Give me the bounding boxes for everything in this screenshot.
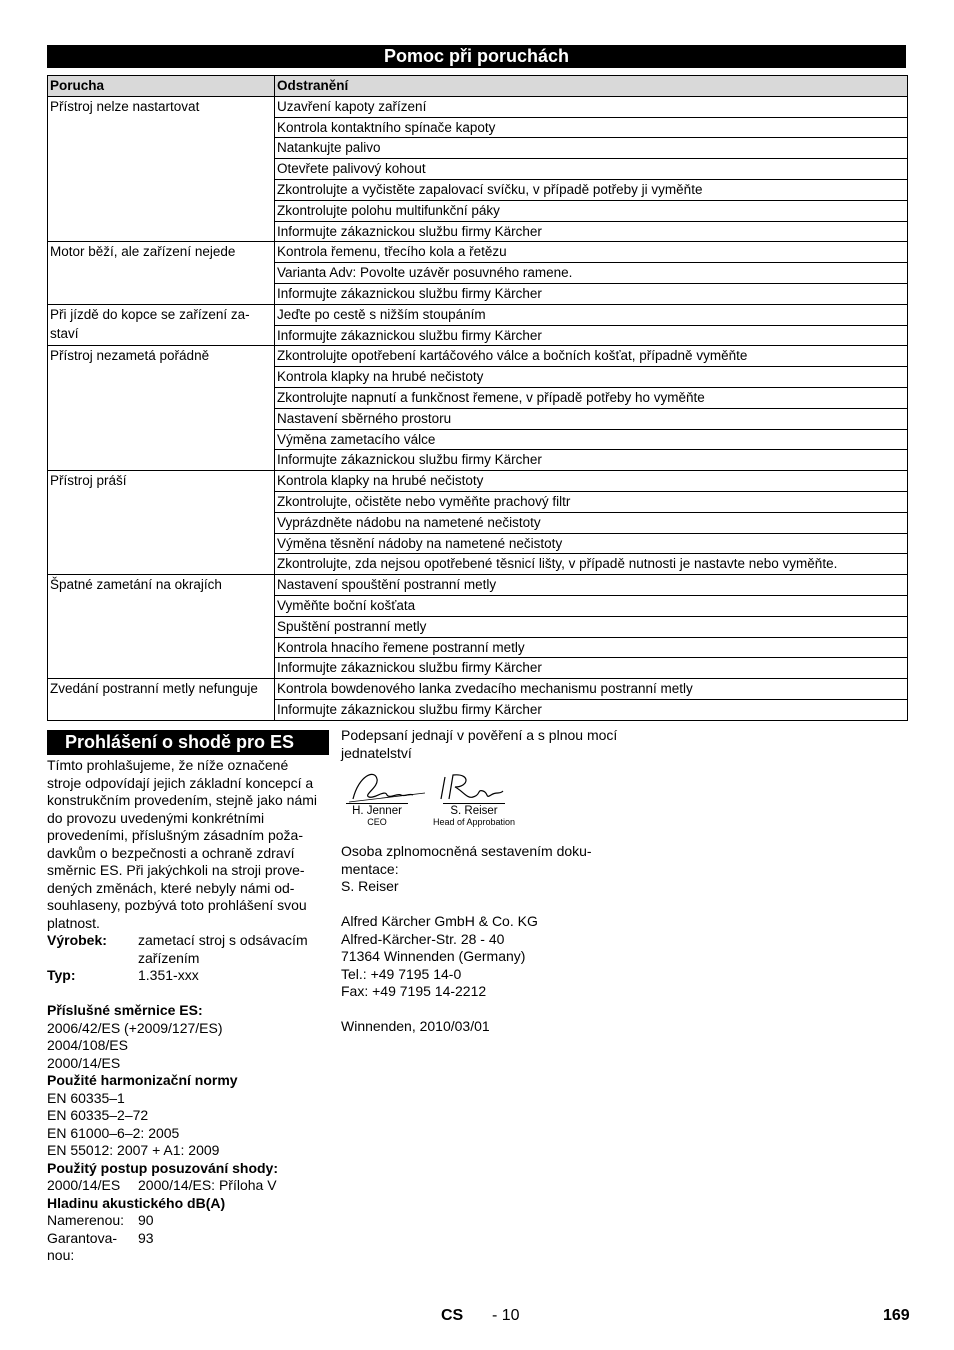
fault-cell: Zvedání postranní metly nefunguje (48, 679, 275, 721)
remedy-cell: Informujte zákaznickou službu firmy Kärcher (275, 658, 908, 679)
norm-item: EN 55012: 2007 + A1: 2009 (47, 1142, 220, 1158)
remedy-cell: Uzavření kapoty zařízení (275, 96, 908, 117)
remedy-cell: Nastavení spouštění postranní metly (275, 575, 908, 596)
section-title-troubleshooting: Pomoc při poruchách (47, 45, 906, 68)
place-date: Winnenden, 2010/03/01 (341, 1018, 490, 1034)
documentation-name: S. Reiser (341, 878, 399, 894)
table-row (48, 575, 908, 596)
documentation-authority: Osoba zplnomocněná sestavením doku-mentace: (341, 843, 592, 877)
section-title-declaration: Prohlášení o shodě pro ES (47, 730, 329, 755)
company-line: Alfred Kärcher GmbH & Co. KG (341, 913, 538, 929)
signatures (341, 765, 541, 835)
remedy-cell: Vyprázdněte nádobu na nametené nečistoty (275, 512, 908, 533)
company-line: Fax: +49 7195 14-2212 (341, 983, 487, 999)
table-row (48, 96, 908, 117)
measured-value: 90 (138, 1212, 154, 1228)
measured-row (47, 1212, 322, 1230)
remedy-cell: Jeďte po cestě s nižším stoupáním (275, 304, 908, 325)
remedy-cell: Informujte zákaznickou službu firmy Kärcher (275, 699, 908, 720)
signature-reiser (429, 803, 519, 827)
product-label: Výrobek: (47, 932, 107, 948)
table-row (48, 471, 908, 492)
type-label: Typ: (47, 967, 76, 983)
remedy-cell: Informujte zákaznickou službu firmy Kärcher (275, 221, 908, 242)
table-row (48, 242, 908, 263)
declaration-right-column (341, 727, 621, 762)
noise-label: Hladinu akustického dB(A) (47, 1194, 226, 1211)
procedure-b: 2000/14/ES: Příloha V (138, 1177, 277, 1193)
signatories-intro: Podepsaní jednají v pověření a s plnou mocí jednatelství (341, 727, 618, 761)
table-body (48, 96, 908, 720)
signatory-role: CEO (367, 817, 387, 827)
remedy-cell: Výměna těsnění nádoby na nametené nečistoty (275, 533, 908, 554)
signatory-role: Head of Approbation (432, 817, 516, 827)
table-row (48, 679, 908, 700)
product-value: zametací stroj s odsávacím zařízením (138, 932, 308, 966)
remedy-cell: Informujte zákaznickou službu firmy Kärcher (275, 283, 908, 304)
directive-item: 2004/108/ES (47, 1037, 128, 1053)
measured-label: Namerenou: (47, 1212, 125, 1228)
remedy-cell: Kontrola klapky na hrubé nečistoty (275, 471, 908, 492)
company-line: Tel.: +49 7195 14-0 (341, 965, 462, 982)
remedy-cell: Zkontrolujte opotřebení kartáčového válce a bočních košťat, případně vyměňte (275, 346, 908, 367)
signatory-name: S. Reiser (443, 803, 505, 817)
norm-item: EN 60335–2–72 (47, 1107, 149, 1123)
footer-page-number: 169 (883, 1307, 910, 1324)
norm-item: EN 61000–6–2: 2005 (47, 1124, 180, 1141)
declaration-left-column (47, 757, 322, 1265)
norm-item: EN 60335–1 (47, 1089, 125, 1106)
directive-item: 2006/42/ES (+2009/127/ES) (47, 1019, 223, 1036)
remedy-cell: Otevřete palivový kohout (275, 159, 908, 180)
guaranteed-value: 93 (138, 1229, 154, 1246)
signature-jenner (346, 803, 408, 827)
remedy-cell: Výměna zametacího válce (275, 429, 908, 450)
remedy-cell: Kontrola kontaktního spínače kapoty (275, 117, 908, 138)
signatory-name: H. Jenner (346, 803, 408, 817)
remedy-cell: Kontrola bowdenového lanka zvedacího mechanismu postranní metly (275, 679, 908, 700)
remedy-cell: Informujte zákaznickou službu firmy Kärcher (275, 450, 908, 471)
guaranteed-row (47, 1230, 322, 1265)
company-line: 71364 Winnenden (Germany) (341, 948, 526, 964)
remedy-cell: Kontrola hnacího řemene postranní metly (275, 637, 908, 658)
procedure-a: 2000/14/ES (47, 1177, 121, 1193)
fault-cell: Přístroj nezametá pořádně (48, 346, 275, 471)
remedy-cell: Zkontrolujte napnutí a funkčnost řemene, v případě potřeby ho vyměňte (275, 387, 908, 408)
remedy-cell: Zkontrolujte polohu multifunkční páky (275, 200, 908, 221)
table-row (48, 346, 908, 367)
footer-language: CS (441, 1307, 464, 1324)
remedy-cell: Kontrola klapky na hrubé nečistoty (275, 367, 908, 388)
fault-cell: Přístroj nelze nastartovat (48, 96, 275, 242)
documentation-block (341, 843, 621, 1036)
product-row (47, 932, 322, 967)
fault-cell: Motor běží, ale zařízení nejede (48, 242, 275, 304)
procedure-label: Použitý postup posuzování shody: (47, 1159, 278, 1176)
fault-cell: Při jízdě do kopce se zařízení za-staví (48, 304, 275, 346)
declaration-intro: Tímto prohlašujeme, že níže označené stroje odpovídají jejich základní koncepcí a konstrukčním provedením, stejně jako námi do provozu uvedenými konkrétními provedeními, příslušným zásadním poža-davkům o bezpečnosti a ochraně zdraví směrnic ES. Při jakýchkoli na stroji prove-dených změnách, které nebyly námi od-souhlaseny, pozbývá toto prohlášení svou platnost. (47, 757, 318, 931)
footer-section: - 10 (492, 1307, 520, 1324)
directives-label: Příslušné směrnice ES: (47, 1002, 203, 1018)
remedy-cell: Varianta Adv: Povolte uzávěr posuvného ramene. (275, 263, 908, 284)
remedy-cell: Natankujte palivo (275, 138, 908, 159)
column-header-fault: Porucha (48, 76, 275, 97)
column-header-remedy: Odstranění (275, 76, 908, 97)
remedy-cell: Zkontrolujte, očistěte nebo vyměňte prachový filtr (275, 491, 908, 512)
remedy-cell: Nastavení sběrného prostoru (275, 408, 908, 429)
type-value: 1.351-xxx (138, 967, 199, 983)
fault-cell: Špatné zametání na okrajích (48, 575, 275, 679)
remedy-cell: Zkontrolujte a vyčistěte zapalovací svíčku, v případě potřeby ji vyměňte (275, 179, 908, 200)
directive-item: 2000/14/ES (47, 1054, 121, 1071)
company-line: Alfred-Kärcher-Str. 28 - 40 (341, 930, 505, 947)
type-row (47, 967, 322, 985)
remedy-cell: Informujte zákaznickou službu firmy Kärcher (275, 325, 908, 346)
remedy-cell: Kontrola řemenu, třecího kola a řetězu (275, 242, 908, 263)
remedy-cell: Zkontrolujte, zda nejsou opotřebené těsnicí lišty, v případě nutnosti je nastavte nebo vyměňte. (275, 554, 908, 575)
norms-label: Použité harmonizační normy (47, 1072, 238, 1088)
table-row (48, 304, 908, 325)
procedure-row (47, 1177, 322, 1195)
fault-cell: Přístroj práší (48, 471, 275, 575)
remedy-cell: Spuštění postranní metly (275, 616, 908, 637)
guaranteed-label: Garantova-nou: (47, 1229, 118, 1263)
troubleshooting-table (47, 75, 908, 721)
table-header-row (48, 76, 908, 97)
remedy-cell: Vyměňte boční košťata (275, 595, 908, 616)
